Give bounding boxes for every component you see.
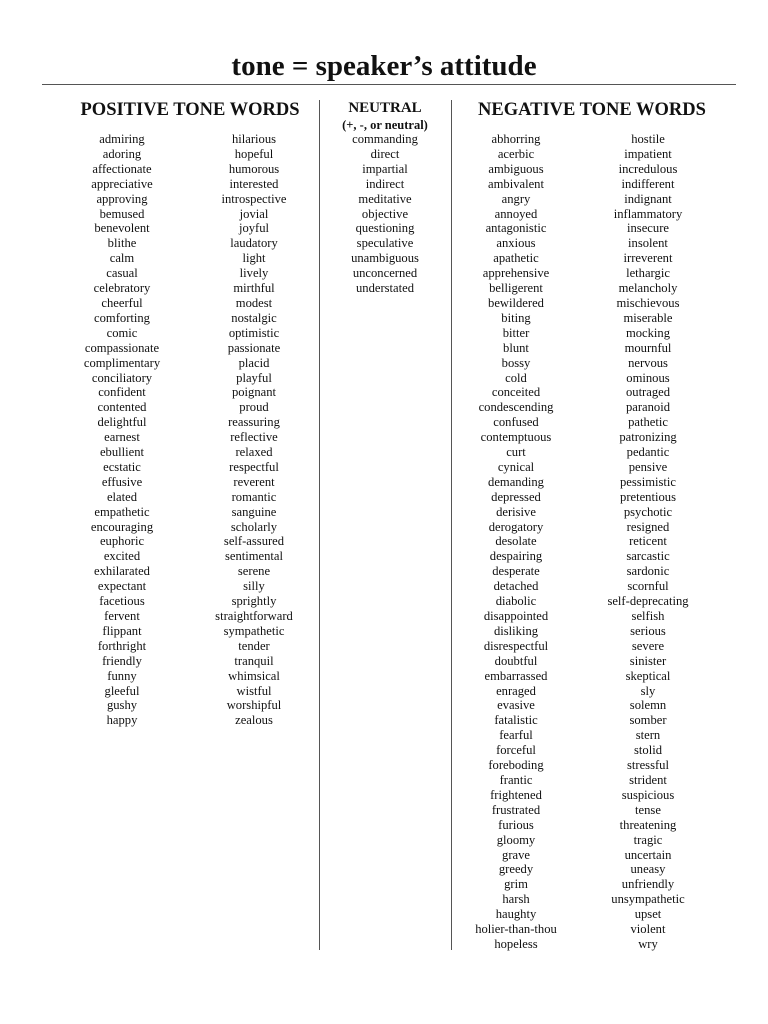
tone-word: worshipful <box>226 698 282 713</box>
tone-word: harsh <box>502 892 530 907</box>
tone-word: casual <box>106 266 138 281</box>
tone-word: direct <box>370 146 400 161</box>
tone-word: laudatory <box>230 236 278 251</box>
tone-word: gushy <box>106 698 138 713</box>
tone-word: cold <box>505 370 527 385</box>
tone-word: impatient <box>624 146 672 161</box>
tone-word: modest <box>235 295 273 310</box>
tone-word: sentimental <box>224 549 284 564</box>
tone-word: passionate <box>227 340 281 355</box>
tone-word: abhorring <box>491 132 541 146</box>
positive-heading: POSITIVE TONE WORDS <box>80 100 300 120</box>
tone-word: ebullient <box>99 445 145 460</box>
tone-word: forthright <box>97 638 147 653</box>
tone-word: irreverent <box>623 251 673 266</box>
positive-word-list-1 <box>72 132 172 728</box>
tone-word: grave <box>502 847 530 862</box>
tone-word: apprehensive <box>482 266 550 281</box>
tone-word: biting <box>501 310 531 325</box>
tone-word: interested <box>229 176 279 191</box>
tone-word: gloomy <box>496 832 536 847</box>
tone-word: conciliatory <box>91 370 153 385</box>
tone-word: disappointed <box>483 609 549 623</box>
tone-word: nervous <box>628 355 668 370</box>
tone-word: cheerful <box>101 295 143 310</box>
tone-word: sprightly <box>231 594 277 609</box>
tone-word: indirect <box>365 176 405 191</box>
column-divider-left <box>319 100 320 950</box>
tone-word: embarrassed <box>484 668 548 683</box>
tone-word: objective <box>361 206 409 221</box>
tone-word: placid <box>238 355 270 370</box>
tone-word: holier-than-thou <box>475 922 557 937</box>
tone-word: blithe <box>107 236 137 251</box>
tone-word: detached <box>493 579 539 594</box>
tone-word: acerbic <box>497 146 535 161</box>
tone-word: melancholy <box>618 281 678 296</box>
tone-word: hopeful <box>234 146 274 161</box>
negative-word-list-1 <box>462 132 570 952</box>
tone-word: self-deprecating <box>607 594 689 609</box>
tone-word: uncertain <box>624 847 672 862</box>
tone-word: confused <box>493 415 539 430</box>
tone-word: pathetic <box>628 415 668 430</box>
tone-word: jovial <box>239 206 269 221</box>
tone-word: benevolent <box>94 221 150 236</box>
tone-word: poignant <box>231 385 277 400</box>
tone-word: inflammatory <box>613 206 683 221</box>
tone-word: celebratory <box>93 281 151 296</box>
tone-word: pessimistic <box>620 474 676 489</box>
tone-word: depressed <box>491 489 541 504</box>
tone-word: outraged <box>625 385 671 400</box>
tone-word: derisive <box>496 504 536 519</box>
tone-word: compassionate <box>84 340 160 355</box>
tone-word: lethargic <box>626 266 670 281</box>
tone-word: conceited <box>491 385 541 400</box>
tone-word: serene <box>237 564 271 579</box>
tone-word: psychotic <box>623 504 673 519</box>
tone-word: tense <box>635 802 661 817</box>
tone-word: unfriendly <box>621 877 675 892</box>
tone-word: evasive <box>497 698 535 713</box>
tone-word: mirthful <box>233 281 275 296</box>
tone-word: paranoid <box>625 400 671 415</box>
negative-heading: NEGATIVE TONE WORDS <box>478 100 706 120</box>
tone-word: self-assured <box>223 534 285 549</box>
tone-word: forceful <box>496 743 536 758</box>
tone-word: pretentious <box>620 489 676 504</box>
tone-word: hopeless <box>494 936 538 951</box>
tone-word: pensive <box>628 459 668 474</box>
tone-word: sly <box>640 683 656 698</box>
tone-word: mocking <box>625 325 671 340</box>
tone-word: sanguine <box>231 504 277 519</box>
page-title: tone = speaker’s attitude <box>231 50 537 82</box>
tone-word: tranquil <box>234 653 274 668</box>
tone-word: understated <box>355 281 415 296</box>
tone-word: desperate <box>492 564 540 579</box>
tone-word: anxious <box>496 236 536 251</box>
tone-word: bemused <box>99 206 145 221</box>
tone-word: ecstatic <box>103 459 141 474</box>
tone-word: expectant <box>97 579 147 594</box>
tone-word: effusive <box>101 474 143 489</box>
tone-word: proud <box>239 400 269 415</box>
tone-word: strident <box>629 772 667 787</box>
tone-word: speculative <box>356 236 414 251</box>
tone-word: enraged <box>496 683 536 698</box>
tone-word: questioning <box>355 221 415 236</box>
tone-word: insolent <box>628 236 668 251</box>
tone-word: fervent <box>104 609 140 623</box>
tone-word: angry <box>501 191 531 206</box>
tone-word: romantic <box>231 489 277 504</box>
tone-word: wry <box>638 936 658 951</box>
tone-word: diabolic <box>495 594 537 609</box>
positive-word-list-2 <box>200 132 308 728</box>
tone-word: lively <box>239 266 269 281</box>
tone-word: doubtful <box>494 653 538 668</box>
tone-word: despairing <box>489 549 543 564</box>
tone-word: cynical <box>497 459 535 474</box>
neutral-heading: NEUTRAL <box>348 100 422 116</box>
tone-word: bossy <box>501 355 531 370</box>
tone-word: suspicious <box>621 787 675 802</box>
tone-word: frightened <box>490 787 542 802</box>
tone-word: resigned <box>626 519 670 534</box>
tone-word: unconcerned <box>352 266 418 281</box>
tone-word: mischievous <box>616 295 680 310</box>
tone-word: gleeful <box>104 683 140 698</box>
tone-word: contemptuous <box>480 430 552 445</box>
tone-word: ambiguous <box>488 161 544 176</box>
tone-word: nostalgic <box>231 310 277 325</box>
tone-word: grim <box>504 877 528 892</box>
tone-word: excited <box>103 549 141 564</box>
tone-word: severe <box>631 638 665 653</box>
tone-word: sympathetic <box>223 623 285 638</box>
tone-word: adoring <box>102 146 142 161</box>
tone-word: annoyed <box>494 206 538 221</box>
tone-word: happy <box>106 713 138 728</box>
title-divider <box>42 84 736 85</box>
tone-word: disliking <box>493 623 539 638</box>
tone-word: uneasy <box>630 862 666 877</box>
tone-word: delightful <box>97 415 147 430</box>
tone-word: condescending <box>478 400 554 415</box>
tone-word: light <box>242 251 266 266</box>
tone-word: appreciative <box>91 176 153 191</box>
tone-word: complimentary <box>83 355 161 370</box>
tone-word: calm <box>109 251 135 266</box>
tone-word: curt <box>506 445 526 460</box>
tone-word: solemn <box>629 698 667 713</box>
tone-word: pedantic <box>626 445 670 460</box>
tone-word: tender <box>238 638 270 653</box>
tone-word: relaxed <box>235 445 273 460</box>
tone-word: stolid <box>634 743 662 758</box>
tone-word: threatening <box>619 817 677 832</box>
negative-word-list-2 <box>592 132 704 952</box>
tone-word: demanding <box>488 474 544 489</box>
tone-word: comic <box>106 325 138 340</box>
tone-word: tragic <box>633 832 663 847</box>
tone-word: derogatory <box>488 519 544 534</box>
tone-word: scornful <box>627 579 669 594</box>
tone-word: comforting <box>94 310 150 325</box>
tone-word: fearful <box>499 728 533 743</box>
tone-word: euphoric <box>99 534 145 549</box>
tone-word: skeptical <box>625 668 671 683</box>
tone-word: ominous <box>626 370 670 385</box>
tone-word: exhilarated <box>94 564 150 579</box>
tone-word: facetious <box>99 594 145 609</box>
tone-word: respectful <box>229 459 279 474</box>
tone-word: stern <box>635 728 661 743</box>
tone-word: contented <box>97 400 147 415</box>
tone-word: violent <box>630 922 666 937</box>
tone-word: patronizing <box>619 430 677 445</box>
tone-word: approving <box>96 191 148 206</box>
tone-word: meditative <box>358 191 412 206</box>
tone-word: frantic <box>499 772 533 787</box>
neutral-word-list <box>322 132 448 296</box>
tone-word: affectionate <box>92 161 152 176</box>
tone-word: flippant <box>102 623 142 638</box>
tone-word: scholarly <box>230 519 278 534</box>
tone-word: sarcastic <box>626 549 670 564</box>
tone-word: hostile <box>631 132 665 146</box>
tone-word: introspective <box>221 191 287 206</box>
tone-word: whimsical <box>228 668 280 683</box>
tone-word: sinister <box>629 653 667 668</box>
tone-word: antagonistic <box>485 221 547 236</box>
tone-word: indifferent <box>621 176 675 191</box>
tone-word: unsympathetic <box>611 892 685 907</box>
tone-word: bitter <box>502 325 530 340</box>
tone-word: hilarious <box>231 132 277 146</box>
tone-word: belligerent <box>489 281 543 296</box>
tone-word: unambiguous <box>351 251 419 266</box>
tone-word: joyful <box>238 221 270 236</box>
tone-word: impartial <box>362 161 408 176</box>
neutral-subheading: (+, -, or neutral) <box>342 118 428 132</box>
column-divider-right <box>451 100 452 950</box>
tone-word: confident <box>98 385 146 400</box>
tone-word: humorous <box>228 161 280 176</box>
tone-word: straightforward <box>215 609 293 623</box>
tone-word: optimistic <box>228 325 280 340</box>
tone-word: funny <box>107 668 137 683</box>
tone-word: friendly <box>102 653 142 668</box>
tone-word: indignant <box>624 191 672 206</box>
tone-word: selfish <box>631 609 665 623</box>
tone-word: miserable <box>623 310 673 325</box>
tone-word: frustrated <box>491 802 541 817</box>
tone-word: encouraging <box>90 519 154 534</box>
tone-word: stressful <box>627 758 669 773</box>
tone-word: reflective <box>230 430 278 445</box>
tone-word: wistful <box>236 683 272 698</box>
tone-word: upset <box>634 907 662 922</box>
tone-word: fatalistic <box>494 713 538 728</box>
tone-word: greedy <box>498 862 534 877</box>
tone-word: haughty <box>495 907 537 922</box>
tone-word: playful <box>236 370 272 385</box>
tone-word: admiring <box>99 132 145 146</box>
tone-word: insecure <box>627 221 669 236</box>
tone-word: zealous <box>235 713 273 728</box>
tone-word: silly <box>243 579 265 594</box>
tone-word: commanding <box>352 132 418 146</box>
tone-word: incredulous <box>618 161 678 176</box>
tone-word: mournful <box>624 340 672 355</box>
tone-word: somber <box>629 713 667 728</box>
tone-word: desolate <box>495 534 537 549</box>
tone-word: sardonic <box>626 564 670 579</box>
tone-word: serious <box>630 623 666 638</box>
tone-word: furious <box>498 817 534 832</box>
tone-word: bewildered <box>488 295 544 310</box>
tone-word: ambivalent <box>488 176 544 191</box>
tone-word: reticent <box>629 534 667 549</box>
tone-word: reverent <box>233 474 275 489</box>
tone-word: disrespectful <box>483 638 549 653</box>
tone-word: apathetic <box>493 251 539 266</box>
tone-word: reassuring <box>228 415 280 430</box>
tone-word: blunt <box>503 340 529 355</box>
tone-word: earnest <box>104 430 140 445</box>
tone-word: elated <box>106 489 138 504</box>
tone-word: empathetic <box>94 504 150 519</box>
tone-word: foreboding <box>488 758 544 773</box>
